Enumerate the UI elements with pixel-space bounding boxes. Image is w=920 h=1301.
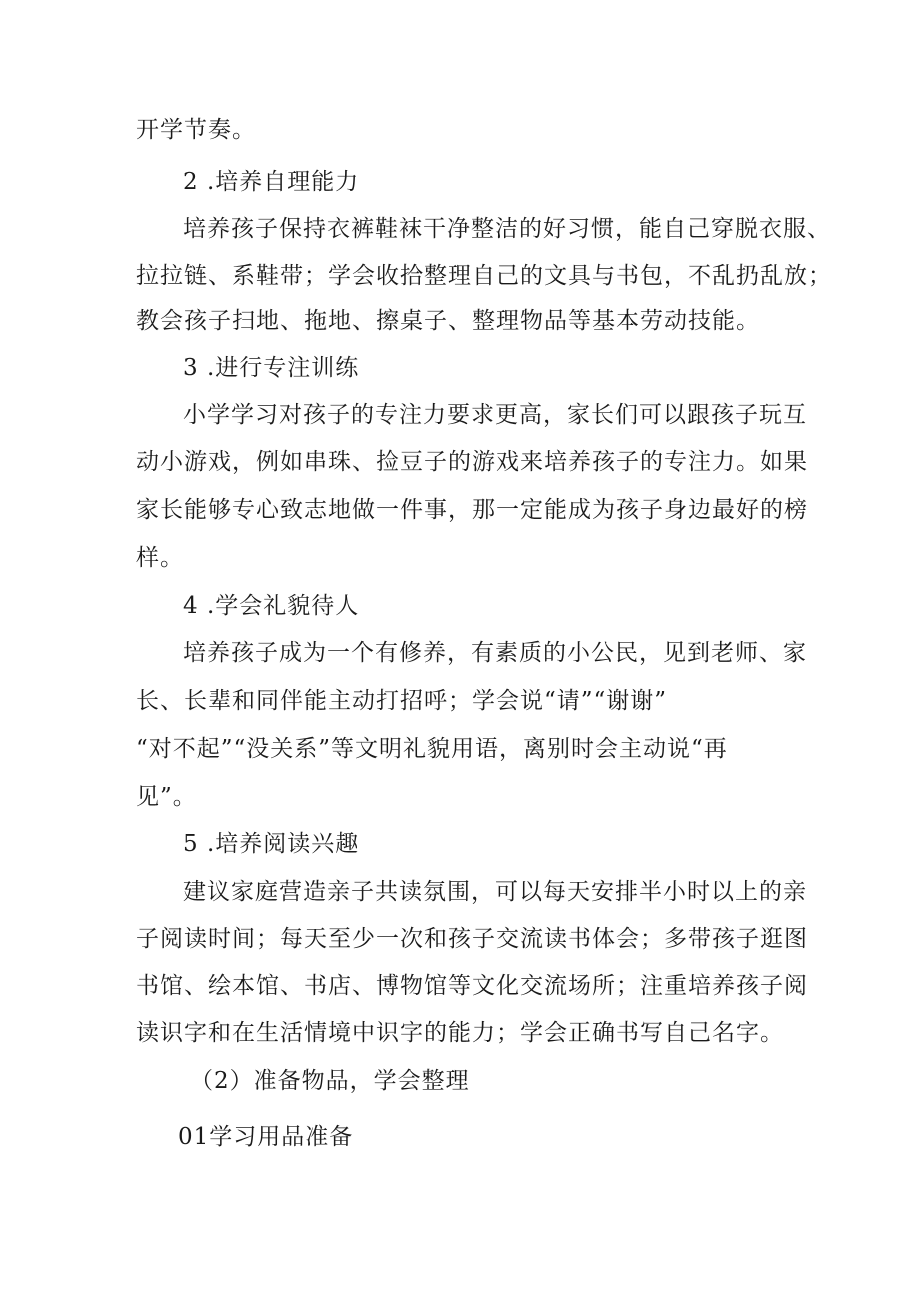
section-heading: 2 .培养自理能力 [183,169,360,195]
section-heading: 4 .学会礼貌待人 [183,593,360,619]
subsection-heading: 01学习用品准备 [178,1124,354,1150]
paragraph-line: 长、长辈和同伴能主动打招呼；学会说“请”“谢谢” [136,688,668,714]
paragraph-line: 动小游戏，例如串珠、捡豆子的游戏来培养孩子的专注力。如果 [136,449,808,475]
paragraph-line: “对不起”“没关系”等文明礼貌用语，离别时会主动说“再 [136,736,728,762]
paragraph-line: 见”。 [136,784,197,810]
section-heading: 3 .进行专注训练 [183,355,360,381]
paragraph-line: 建议家庭营造亲子共读氛围，可以每天安排半小时以上的亲 [183,879,807,905]
paragraph-line: 家长能够专心致志地做一件事，那一定能成为孩子身边最好的榜 [136,497,808,523]
section-heading: 5 .培养阅读兴趣 [183,831,360,857]
paragraph-line: 教会孩子扫地、拖地、擦桌子、整理物品等基本劳动技能。 [136,308,760,334]
paragraph-line: 开学节奏。 [136,117,256,143]
paragraph-line: 拉拉链、系鞋带；学会收拾整理自己的文具与书包，不乱扔乱放； [136,263,832,289]
paragraph-line: 培养孩子成为一个有修养，有素质的小公民，见到老师、家 [183,640,807,666]
paragraph-line: 读识字和在生活情境中识字的能力；学会正确书写自己名字。 [136,1020,784,1046]
paragraph-line: 样。 [136,545,184,571]
paragraph-line: 书馆、绘本馆、书店、博物馆等文化交流场所；注重培养孩子阅 [136,973,808,999]
paragraph-line: 子阅读时间；每天至少一次和孩子交流读书体会；多带孩子逛图 [136,926,808,952]
paragraph-line: 小学学习对孩子的专注力要求更高，家长们可以跟孩子玩互 [183,402,807,428]
paragraph-line: 培养孩子保持衣裤鞋袜干净整洁的好习惯，能自己穿脱衣服、 [183,216,831,242]
subsection-heading: （2）准备物品，学会整理 [190,1068,470,1094]
